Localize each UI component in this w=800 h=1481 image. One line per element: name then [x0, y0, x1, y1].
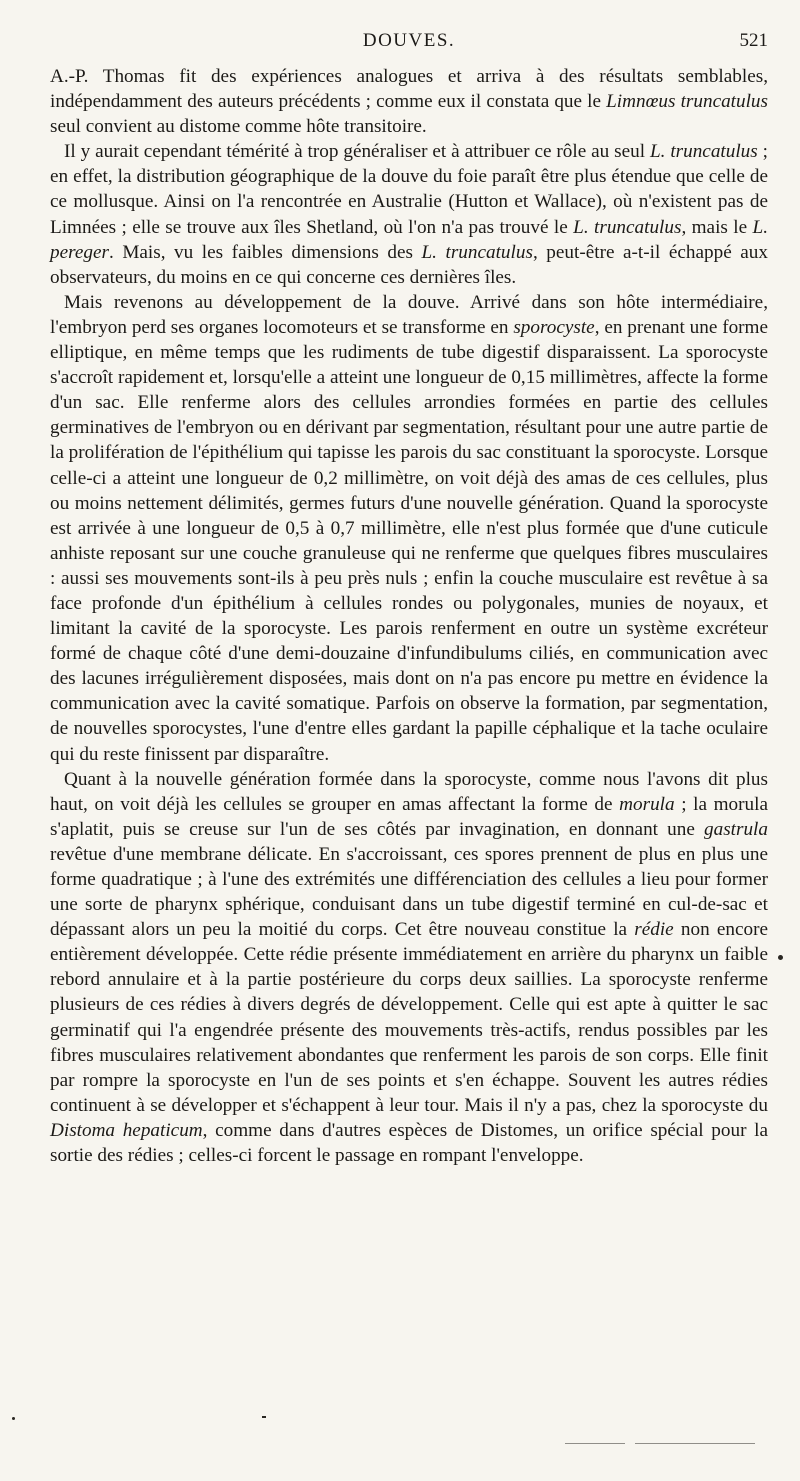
italic-term: sporocyste: [513, 316, 595, 338]
scan-speck: [778, 955, 783, 960]
text-run: , mais le: [681, 216, 753, 238]
text-run: A.-P. Thomas fit des expériences analogues et arriva à des résultats semblables, indépendamment des auteurs précédents ; comme eux il constata que le: [50, 66, 768, 113]
text-run: Mais revenons au développement de la douve. Arrivé dans son hôte intermédiaire, l'embryon perd ses organes locomoteurs et se transforme en: [50, 291, 768, 338]
paragraph-1: [50, 64, 768, 139]
paragraph-3: [50, 290, 768, 767]
text-run: seul convient au distome comme hôte transitoire.: [50, 116, 427, 138]
italic-term: L. truncatulus: [573, 216, 682, 238]
body-text: [50, 64, 768, 1168]
text-run: , peut-être a-t-il échappé aux observateurs, du moins en ce qui concerne ces dernières îles.: [50, 241, 768, 288]
scan-speck: [565, 1443, 625, 1444]
scan-speck: [635, 1443, 755, 1444]
italic-term: Limnœus truncatulus: [606, 91, 768, 113]
page-number: 521: [739, 30, 768, 51]
italic-term: L. truncatulus: [421, 241, 533, 263]
italic-term: L. truncatulus: [649, 141, 758, 163]
paragraph-2: [50, 139, 768, 290]
text-run: Quant à la nouvelle génération formée dans la sporocyste, comme nous l'avons dit plus haut, on voit déjà les cellules se grouper en amas affectant la forme de: [50, 768, 768, 815]
text-run: . Mais, vu les faibles dimensions des: [108, 241, 422, 263]
italic-term: Distoma hepaticum: [50, 1119, 203, 1141]
text-run: ; en effet, la distribution géographique de la douve du foie paraît être plus étendue que celle de ce mollusque. Ainsi on l'a rencontrée en Australie (Hutton et Wallace), où n'existent pas de Limnées ; elle se trouve aux îles Shetland, où l'on n'a pas trouvé le: [50, 141, 768, 238]
italic-term: L. pereger: [50, 216, 768, 263]
italic-term: rédie: [634, 919, 674, 941]
running-head: DOUVES.: [362, 30, 456, 51]
text-run: , en prenant une forme elliptique, en même temps que les rudiments de tube digestif disparaissent. La sporocyste s'accroît rapidement et, lorsqu'elle a atteint une longueur de 0,15 millimètres, affecte la forme d'un sac. Elle renferme alors des cellules arrondies formées en partie des cellules germinatives de l'embryon ou en dérivant par segmentation, résultant pour une autre partie de la prolifération de l'épithélium qui tapisse les parois du sac constituant la sporocyste. Lorsque celle-ci a atteint une longueur de 0,2 millimètre, on voit déjà des amas de ces cellules, plus ou moins nettement délimités, germes futurs d'une nouvelle génération. Quand la sporocyste est arrivée à une longueur de 0,5 à 0,7 millimètre, elle n'est plus formée que d'une cuticule anhiste reposant sur une couche granuleuse qui ne renferme que quelques fibres musculaires : aussi ses mouvements sont-ils à peu près nuls ; enfin la couche musculaire est revêtue à sa face profonde d'un épithélium à cellules rondes ou polygonales, munies de noyaux, et limitant la cavité de la sporocyste. Les parois renferment en outre un système excréteur formé de chaque côté d'une demi-douzaine d'infundibulums ciliés, en communication avec des lacunes irrégulièrement disposées, mais dont on n'a pas encore pu mettre en évidence la communication avec la cavité somatique. Parfois on observe la formation, par segmentation, de nouvelles sporocystes, l'une d'entre elles gardant la papille céphalique et la tache oculaire qui du reste finissent par disparaître.: [50, 316, 769, 765]
scan-speck: [12, 1417, 15, 1420]
text-run: Il y aurait cependant témérité à trop généraliser et à attribuer ce rôle au seul: [64, 141, 650, 163]
book-page: [50, 30, 768, 1168]
text-run: revêtue d'une membrane délicate. En s'accroissant, ces spores prennent de plus en plus une forme quadratique ; à l'une des extrémités une différenciation des cellules a lieu pour former une sorte de pharynx sphérique, conduisant dans un tube digestif terminé en cul-de-sac et dépassant alors un peu la moitié du corps. Cet être nouveau constitue la: [50, 843, 768, 941]
text-run: , comme dans d'autres espèces de Distomes, un orifice spécial pour la sortie des rédies ; celles-ci forcent le passage en rompant l'enveloppe.: [50, 1119, 768, 1167]
paragraph-4: [50, 767, 768, 1169]
italic-term: morula: [619, 793, 675, 815]
page-header: [50, 30, 768, 64]
scan-speck: [262, 1416, 266, 1418]
text-run: non encore entièrement développée. Cette rédie présente immédiatement en arrière du pharynx un faible rebord annulaire et à la partie postérieure du corps deux saillies. La sporocyste renferme plusieurs de ces rédies à divers degrés de développement. Celle qui est apte à quitter le sac germinatif qui l'a engendrée présente des mouvements très-actifs, rendus possibles par les fibres musculaires relativement abondantes que renferment les parois de son corps. Elle finit par rompre la sporocyste en l'un de ses points et s'en échappe. Souvent les autres rédies continuent à se développer et s'échappent à leur tour. Mais il n'y a pas, chez la sporocyste du: [50, 919, 768, 1116]
text-run: ; la morula s'aplatit, puis se creuse sur l'un de ses côtés par invagination, en donnant une: [50, 793, 768, 840]
italic-term: gastrula: [704, 818, 768, 840]
